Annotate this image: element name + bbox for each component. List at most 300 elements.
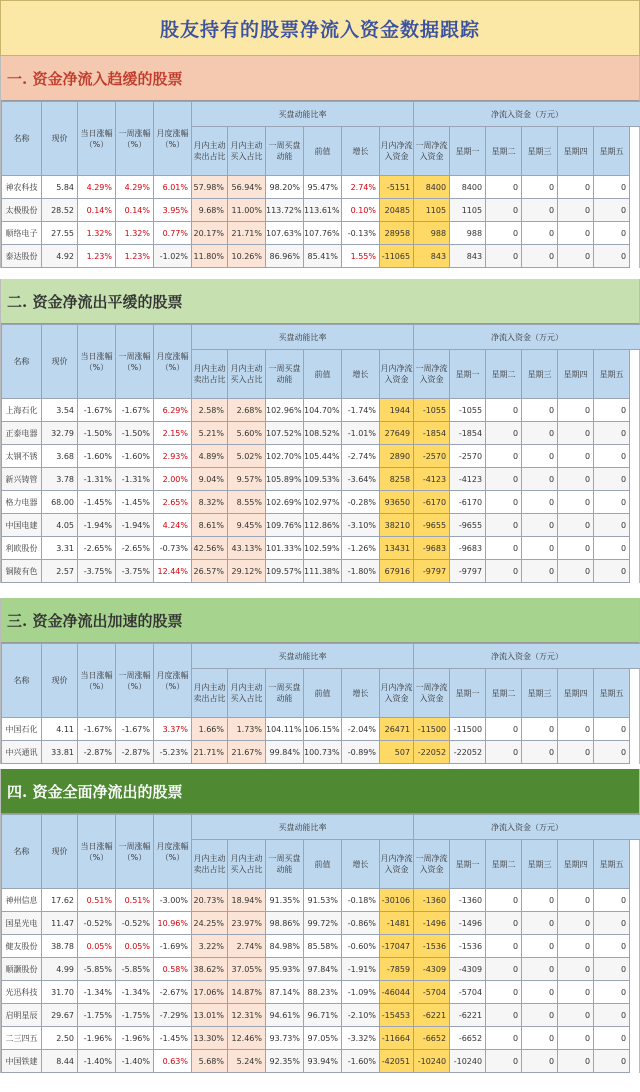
table-cell: 98.20% — [266, 176, 304, 199]
table-cell: 4.05 — [42, 514, 78, 537]
table-cell: 26.57% — [192, 560, 228, 583]
table-cell: 21.71% — [192, 741, 228, 764]
table-row — [2, 1050, 640, 1073]
table-cell: 1105 — [414, 199, 450, 222]
table-cell: 0.10% — [342, 199, 380, 222]
table-cell: -15453 — [380, 1004, 414, 1027]
table-cell: -0.18% — [342, 889, 380, 912]
table-cell: -4123 — [414, 468, 450, 491]
table-cell: -7859 — [380, 958, 414, 981]
table-cell: -1.74% — [342, 399, 380, 422]
col-header-week-net: 一周净流入资金 — [414, 350, 450, 399]
table-cell: 0 — [558, 958, 594, 981]
table-cell: 0 — [486, 718, 522, 741]
table-cell: 0 — [486, 981, 522, 1004]
col-header-net-inflow-group: 净流入资金（万元） — [414, 815, 640, 840]
table-cell: 2.50 — [42, 1027, 78, 1050]
col-header-day-change: 当日涨幅（%） — [78, 325, 116, 399]
col-header-thursday: 星期四 — [558, 840, 594, 889]
table-cell: -11664 — [380, 1027, 414, 1050]
table-cell: 1.23% — [78, 245, 116, 268]
table-cell: 27649 — [380, 422, 414, 445]
table-cell: 102.70% — [266, 445, 304, 468]
table-cell: 29.67 — [42, 1004, 78, 1027]
table-cell: 12.31% — [228, 1004, 266, 1027]
table-cell: 0 — [558, 741, 594, 764]
table-cell: 0 — [486, 912, 522, 935]
col-header-week-net: 一周净流入资金 — [414, 127, 450, 176]
table-cell: 0 — [486, 245, 522, 268]
table-cell: 0 — [522, 912, 558, 935]
table-cell: 109.57% — [266, 560, 304, 583]
table-cell: 38.78 — [42, 935, 78, 958]
table-cell: 0 — [558, 1004, 594, 1027]
table-cell: -6221 — [450, 1004, 486, 1027]
table-cell: 0 — [558, 422, 594, 445]
table-cell: 0 — [594, 491, 630, 514]
table-cell: 0 — [594, 445, 630, 468]
table-cell: -1.01% — [342, 422, 380, 445]
table-cell: 5.21% — [192, 422, 228, 445]
table-cell: 105.44% — [304, 445, 342, 468]
table-cell: 0 — [594, 514, 630, 537]
table-cell: -6170 — [450, 491, 486, 514]
table-cell: 3.54 — [42, 399, 78, 422]
table-cell: 3.78 — [42, 468, 78, 491]
col-header-name: 名称 — [2, 325, 42, 399]
table-cell: 0 — [522, 889, 558, 912]
table-cell: 111.38% — [304, 560, 342, 583]
section-title: 一. 资金净流入趋缓的股票 — [1, 56, 639, 101]
table-cell: 98.86% — [266, 912, 304, 935]
table-cell: -1.80% — [342, 560, 380, 583]
table-cell: 0 — [486, 958, 522, 981]
table-cell: -1.75% — [116, 1004, 154, 1027]
col-header-month-net: 月内净流入资金 — [380, 350, 414, 399]
table-cell: 正泰电器 — [2, 422, 42, 445]
table-cell: 0 — [558, 176, 594, 199]
table-cell: 8400 — [414, 176, 450, 199]
table-cell: -6221 — [414, 1004, 450, 1027]
col-header-net-inflow-group: 净流入资金（万元） — [414, 102, 640, 127]
table-cell: 112.86% — [304, 514, 342, 537]
table-cell: 5.60% — [228, 422, 266, 445]
table-cell: 0.63% — [154, 1050, 192, 1073]
table-cell: 0 — [522, 981, 558, 1004]
table-cell: 11.47 — [42, 912, 78, 935]
table-cell: 0 — [486, 222, 522, 245]
col-header-wednesday: 星期三 — [522, 350, 558, 399]
table-cell: -1854 — [414, 422, 450, 445]
col-header-week-net: 一周净流入资金 — [414, 840, 450, 889]
table-cell: 0 — [486, 889, 522, 912]
table-cell: 104.11% — [266, 718, 304, 741]
table-cell: 太极股份 — [2, 199, 42, 222]
data-table — [1, 101, 640, 268]
table-cell: -1.96% — [78, 1027, 116, 1050]
table-cell: 4.11 — [42, 718, 78, 741]
col-header-day-change: 当日涨幅（%） — [78, 815, 116, 889]
table-cell: 0 — [522, 1004, 558, 1027]
table-cell: 0 — [594, 222, 630, 245]
col-header-buy-power-group: 买盘动能比率 — [192, 815, 414, 840]
table-row — [2, 445, 640, 468]
table-cell: 87.14% — [266, 981, 304, 1004]
table-cell: 格力电器 — [2, 491, 42, 514]
table-cell: -1.60% — [116, 445, 154, 468]
table-cell: -1.60% — [342, 1050, 380, 1073]
table-cell: 11.80% — [192, 245, 228, 268]
col-header-week-change: 一周涨幅（%） — [116, 102, 154, 176]
col-header-week-change: 一周涨幅（%） — [116, 644, 154, 718]
table-cell: 17.06% — [192, 981, 228, 1004]
table-cell: 10.26% — [228, 245, 266, 268]
table-cell: 20.17% — [192, 222, 228, 245]
data-table — [1, 643, 640, 764]
table-cell: 97.84% — [304, 958, 342, 981]
table-cell: 0 — [558, 1027, 594, 1050]
table-row — [2, 741, 640, 764]
table-cell: 0 — [486, 741, 522, 764]
table-cell: 0 — [594, 935, 630, 958]
data-table — [1, 814, 640, 1073]
col-header-month-sell: 月内主动卖出占比 — [192, 840, 228, 889]
table-cell: -1.69% — [154, 935, 192, 958]
col-header-tuesday: 星期二 — [486, 350, 522, 399]
table-cell: 中国铁建 — [2, 1050, 42, 1073]
table-cell: 104.70% — [304, 399, 342, 422]
table-cell: -3.75% — [116, 560, 154, 583]
table-row — [2, 912, 640, 935]
table-cell: -3.10% — [342, 514, 380, 537]
table-cell: -3.75% — [78, 560, 116, 583]
table-cell: 101.33% — [266, 537, 304, 560]
table-row — [2, 718, 640, 741]
table-cell: 0.05% — [78, 935, 116, 958]
table-cell: -5.85% — [116, 958, 154, 981]
col-header-month-sell: 月内主动卖出占比 — [192, 127, 228, 176]
table-cell: 二三四五 — [2, 1027, 42, 1050]
table-cell: -1360 — [414, 889, 450, 912]
table-cell: 0 — [558, 1050, 594, 1073]
table-cell: -1.91% — [342, 958, 380, 981]
table-cell: 0.58% — [154, 958, 192, 981]
table-cell: 31.70 — [42, 981, 78, 1004]
col-header-friday: 星期五 — [594, 350, 630, 399]
table-cell: -11500 — [450, 718, 486, 741]
table-cell: 29.12% — [228, 560, 266, 583]
col-header-price: 现价 — [42, 644, 78, 718]
col-header-buy-power-group: 买盘动能比率 — [192, 102, 414, 127]
col-header-tuesday: 星期二 — [486, 669, 522, 718]
table-cell: 6.01% — [154, 176, 192, 199]
table-cell: -2.04% — [342, 718, 380, 741]
table-cell: 21.67% — [228, 741, 266, 764]
table-cell: 0 — [522, 491, 558, 514]
data-table — [1, 324, 640, 583]
col-header-wednesday: 星期三 — [522, 840, 558, 889]
table-cell: 6.29% — [154, 399, 192, 422]
table-cell: 92.35% — [266, 1050, 304, 1073]
table-cell: 102.96% — [266, 399, 304, 422]
col-header-month-net: 月内净流入资金 — [380, 127, 414, 176]
table-cell: 0 — [594, 1050, 630, 1073]
table-cell: 0.51% — [116, 889, 154, 912]
col-header-previous: 前值 — [304, 350, 342, 399]
col-header-month-change: 月度涨幅（%） — [154, 102, 192, 176]
table-cell: 8.55% — [228, 491, 266, 514]
table-cell: 中国石化 — [2, 718, 42, 741]
table-cell: 0 — [558, 468, 594, 491]
col-header-month-buy: 月内主动买入占比 — [228, 350, 266, 399]
table-cell: 8.44 — [42, 1050, 78, 1073]
table-cell: 5.24% — [228, 1050, 266, 1073]
table-cell: -1.94% — [116, 514, 154, 537]
table-row — [2, 889, 640, 912]
table-cell: 507 — [380, 741, 414, 764]
table-cell: 86.96% — [266, 245, 304, 268]
table-cell: 0 — [558, 245, 594, 268]
col-header-week-power: 一周买盘动能 — [266, 669, 304, 718]
table-cell: 108.52% — [304, 422, 342, 445]
table-cell: 0 — [594, 912, 630, 935]
table-cell: 中国电建 — [2, 514, 42, 537]
table-cell: 顺灏股份 — [2, 958, 42, 981]
table-cell: -2.87% — [116, 741, 154, 764]
table-cell: 3.95% — [154, 199, 192, 222]
table-cell: 9.45% — [228, 514, 266, 537]
table-cell: 12.44% — [154, 560, 192, 583]
table-cell: 0 — [486, 199, 522, 222]
table-cell: -0.60% — [342, 935, 380, 958]
table-row — [2, 560, 640, 583]
table-cell: 上海石化 — [2, 399, 42, 422]
table-cell: -5.85% — [78, 958, 116, 981]
table-cell: 99.84% — [266, 741, 304, 764]
table-cell: -10240 — [450, 1050, 486, 1073]
table-cell: 0 — [558, 445, 594, 468]
table-cell: 32.79 — [42, 422, 78, 445]
table-cell: -9683 — [414, 537, 450, 560]
table-cell: 5.02% — [228, 445, 266, 468]
table-row — [2, 981, 640, 1004]
table-cell: 93650 — [380, 491, 414, 514]
table-cell: -4309 — [450, 958, 486, 981]
table-cell: 2.15% — [154, 422, 192, 445]
table-cell: -5.23% — [154, 741, 192, 764]
table-cell: 1.32% — [116, 222, 154, 245]
table-row — [2, 176, 640, 199]
col-header-wednesday: 星期三 — [522, 127, 558, 176]
table-cell: -1.67% — [78, 718, 116, 741]
table-cell: 4.89% — [192, 445, 228, 468]
table-row — [2, 1027, 640, 1050]
table-cell: -1.40% — [116, 1050, 154, 1073]
col-header-previous: 前值 — [304, 127, 342, 176]
col-header-growth: 增长 — [342, 127, 380, 176]
table-cell: 106.15% — [304, 718, 342, 741]
table-cell: -1496 — [414, 912, 450, 935]
table-cell: -2.67% — [154, 981, 192, 1004]
table-cell: 21.71% — [228, 222, 266, 245]
table-cell: -2.10% — [342, 1004, 380, 1027]
table-cell: 28958 — [380, 222, 414, 245]
table-cell: 2.00% — [154, 468, 192, 491]
col-header-net-inflow-group: 净流入资金（万元） — [414, 325, 640, 350]
table-cell: -1.31% — [78, 468, 116, 491]
section-3 — [0, 598, 640, 764]
table-cell: 0 — [486, 514, 522, 537]
table-cell: 57.98% — [192, 176, 228, 199]
section-4 — [0, 769, 640, 1073]
table-row — [2, 199, 640, 222]
table-cell: -6652 — [450, 1027, 486, 1050]
table-cell: 56.94% — [228, 176, 266, 199]
table-cell: 0 — [522, 445, 558, 468]
table-row — [2, 958, 640, 981]
col-header-price: 现价 — [42, 325, 78, 399]
col-header-monday: 星期一 — [450, 840, 486, 889]
table-cell: 85.41% — [304, 245, 342, 268]
table-cell: 13431 — [380, 537, 414, 560]
table-cell: 91.35% — [266, 889, 304, 912]
table-cell: -1.02% — [154, 245, 192, 268]
table-row — [2, 245, 640, 268]
table-cell: 93.94% — [304, 1050, 342, 1073]
table-cell: 91.53% — [304, 889, 342, 912]
col-header-month-net: 月内净流入资金 — [380, 840, 414, 889]
table-cell: 94.61% — [266, 1004, 304, 1027]
table-cell: 20.73% — [192, 889, 228, 912]
col-header-friday: 星期五 — [594, 840, 630, 889]
table-cell: 0.14% — [78, 199, 116, 222]
table-cell: 健友股份 — [2, 935, 42, 958]
table-cell: -1.31% — [116, 468, 154, 491]
table-cell: -0.89% — [342, 741, 380, 764]
col-header-buy-power-group: 买盘动能比率 — [192, 644, 414, 669]
table-cell: 1.66% — [192, 718, 228, 741]
table-cell: 2.74% — [342, 176, 380, 199]
table-cell: 24.25% — [192, 912, 228, 935]
table-cell: 1.32% — [78, 222, 116, 245]
table-cell: 0 — [558, 718, 594, 741]
table-cell: 99.72% — [304, 912, 342, 935]
table-row — [2, 222, 640, 245]
table-cell: 神农科技 — [2, 176, 42, 199]
table-cell: 0 — [486, 445, 522, 468]
table-cell: 97.05% — [304, 1027, 342, 1050]
col-header-week-change: 一周涨幅（%） — [116, 815, 154, 889]
table-row — [2, 491, 640, 514]
table-cell: -1.96% — [116, 1027, 154, 1050]
table-cell: 0 — [558, 199, 594, 222]
table-cell: 13.01% — [192, 1004, 228, 1027]
table-cell: 0 — [522, 176, 558, 199]
table-cell: 67916 — [380, 560, 414, 583]
col-header-month-sell: 月内主动卖出占比 — [192, 669, 228, 718]
table-cell: 8258 — [380, 468, 414, 491]
table-cell: 0.14% — [116, 199, 154, 222]
col-header-monday: 星期一 — [450, 669, 486, 718]
table-cell: -0.28% — [342, 491, 380, 514]
table-cell: 3.31 — [42, 537, 78, 560]
col-header-monday: 星期一 — [450, 350, 486, 399]
table-cell: 0 — [558, 399, 594, 422]
col-header-week-power: 一周买盘动能 — [266, 127, 304, 176]
table-cell: 0 — [522, 560, 558, 583]
table-cell: 113.72% — [266, 199, 304, 222]
table-cell: 107.52% — [266, 422, 304, 445]
table-cell: 10.96% — [154, 912, 192, 935]
table-cell: 1.23% — [116, 245, 154, 268]
col-header-month-buy: 月内主动买入占比 — [228, 669, 266, 718]
table-cell: 102.69% — [266, 491, 304, 514]
table-cell: 0 — [594, 399, 630, 422]
table-cell: 988 — [414, 222, 450, 245]
table-cell: 42.56% — [192, 537, 228, 560]
table-cell: 100.73% — [304, 741, 342, 764]
table-cell: 神州信息 — [2, 889, 42, 912]
table-cell: 0 — [522, 935, 558, 958]
table-cell: 0 — [558, 514, 594, 537]
table-cell: -5151 — [380, 176, 414, 199]
table-cell: 光迅科技 — [2, 981, 42, 1004]
table-cell: 4.29% — [116, 176, 154, 199]
table-cell: 4.29% — [78, 176, 116, 199]
table-row — [2, 399, 640, 422]
col-header-previous: 前值 — [304, 840, 342, 889]
table-cell: 37.05% — [228, 958, 266, 981]
table-cell: -1360 — [450, 889, 486, 912]
table-cell: 顺络电子 — [2, 222, 42, 245]
table-cell: -1.34% — [116, 981, 154, 1004]
table-cell: 0 — [486, 1004, 522, 1027]
table-cell: -2.74% — [342, 445, 380, 468]
col-header-week-power: 一周买盘动能 — [266, 350, 304, 399]
table-row — [2, 935, 640, 958]
section-1 — [0, 56, 640, 268]
table-cell: -11500 — [414, 718, 450, 741]
table-cell: 3.37% — [154, 718, 192, 741]
table-cell: 102.59% — [304, 537, 342, 560]
col-header-price: 现价 — [42, 102, 78, 176]
table-cell: 14.87% — [228, 981, 266, 1004]
col-header-growth: 增长 — [342, 840, 380, 889]
table-cell: 93.73% — [266, 1027, 304, 1050]
table-cell: -0.86% — [342, 912, 380, 935]
table-cell: 13.30% — [192, 1027, 228, 1050]
table-cell: 0 — [594, 741, 630, 764]
table-cell: -1536 — [414, 935, 450, 958]
table-cell: 0 — [522, 468, 558, 491]
table-cell: 4.92 — [42, 245, 78, 268]
table-cell: 8.61% — [192, 514, 228, 537]
table-cell: 0 — [522, 422, 558, 445]
col-header-thursday: 星期四 — [558, 669, 594, 718]
table-cell: 2.68% — [228, 399, 266, 422]
table-cell: -1.75% — [78, 1004, 116, 1027]
table-cell: 铜陵有色 — [2, 560, 42, 583]
table-cell: 11.00% — [228, 199, 266, 222]
table-cell: -22052 — [414, 741, 450, 764]
table-cell: -9797 — [414, 560, 450, 583]
table-cell: 843 — [450, 245, 486, 268]
table-cell: 843 — [414, 245, 450, 268]
table-cell: 9.04% — [192, 468, 228, 491]
table-cell: 1105 — [450, 199, 486, 222]
table-cell: -1481 — [380, 912, 414, 935]
table-cell: 107.63% — [266, 222, 304, 245]
